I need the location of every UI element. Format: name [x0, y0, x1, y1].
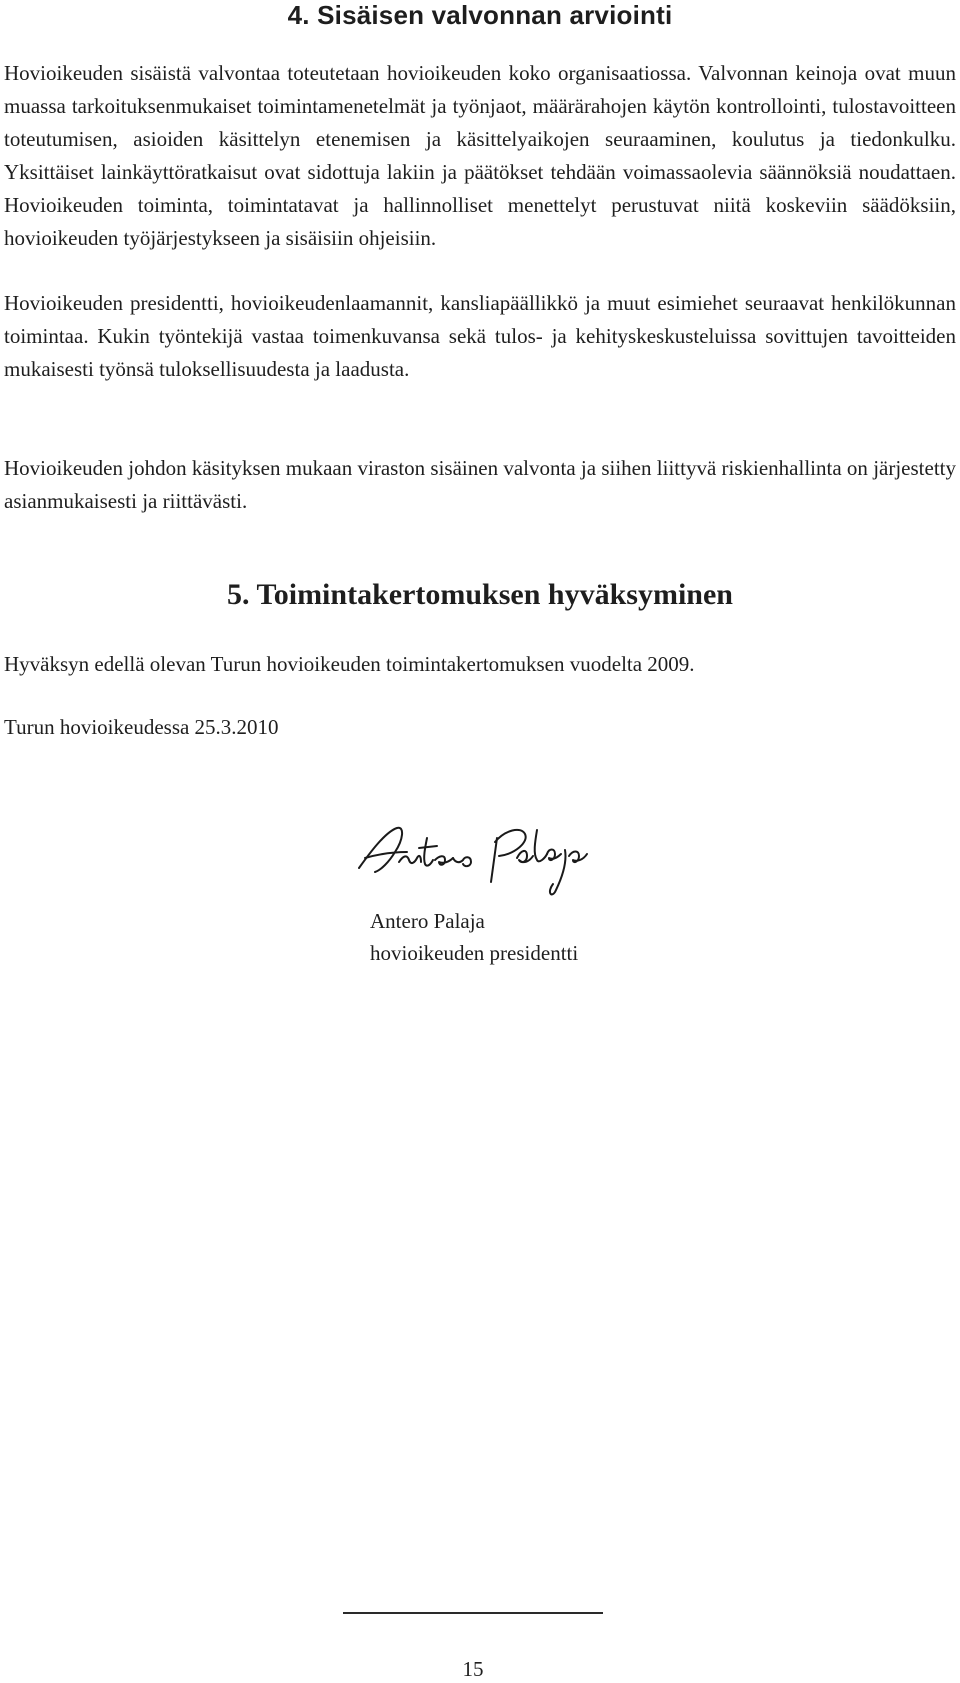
handwritten-signature: [355, 818, 615, 898]
section-4-paragraph-1: Hovioikeuden sisäistä valvontaa toteutetaan hovioikeuden koko organisaatiossa. Valvonnan keinoja ovat muun muassa tarkoituksenmukaiset toimintamenetelmät ja työnjaot, määrärahojen käytön kontrollointi, tulostavoitteen toteutumisen, asioiden käsittelyn etenemisen ja käsittelyaikojen seuraaminen, koulutus ja tiedonkulku. Yksittäiset lainkäyttöratkaisut ovat sidottuja lakiin ja päätökset tehdään voimassaolevia säännöksiä noudattaen. Hovioikeuden toiminta, toimintatavat ja hallinnolliset menettelyt perustuvat niitä koskeviin säädöksiin, hovioikeuden työjärjestykseen ja sisäisiin ohjeisiin.: [4, 61, 956, 250]
section-4-paragraph-3: Hovioikeuden johdon käsityksen mukaan viraston sisäinen valvonta ja siihen liittyvä riskienhallinta on järjestetty asianmukaisesti ja riittävästi.: [4, 456, 956, 513]
section-4-paragraph-2: Hovioikeuden presidentti, hovioikeudenlaamannit, kansliapäällikkö ja muut esimiehet seuraavat henkilökunnan toimintaa. Kukin työntekijä vastaa toimenkuvansa sekä tulos- ja kehityskeskusteluissa sovittujen tavoitteiden mukaisesti työnsä tuloksellisuudesta ja laadusta.: [4, 291, 956, 381]
footer-rule: [343, 1612, 603, 1614]
signatory-block: [370, 905, 578, 969]
page-number: 15: [462, 1657, 484, 1681]
signatory-title: hovioikeuden presidentti: [370, 941, 579, 965]
section-5-heading: 5. Toimintakertomuksen hyväksyminen: [227, 578, 733, 611]
approval-statement: Hyväksyn edellä olevan Turun hovioikeuden toimintakertomuksen vuodelta 2009.: [4, 652, 695, 676]
place-and-date: Turun hovioikeudessa 25.3.2010: [4, 715, 279, 739]
signatory-name: Antero Palaja: [370, 909, 485, 933]
section-4-heading: 4. Sisäisen valvonnan arviointi: [287, 0, 673, 30]
